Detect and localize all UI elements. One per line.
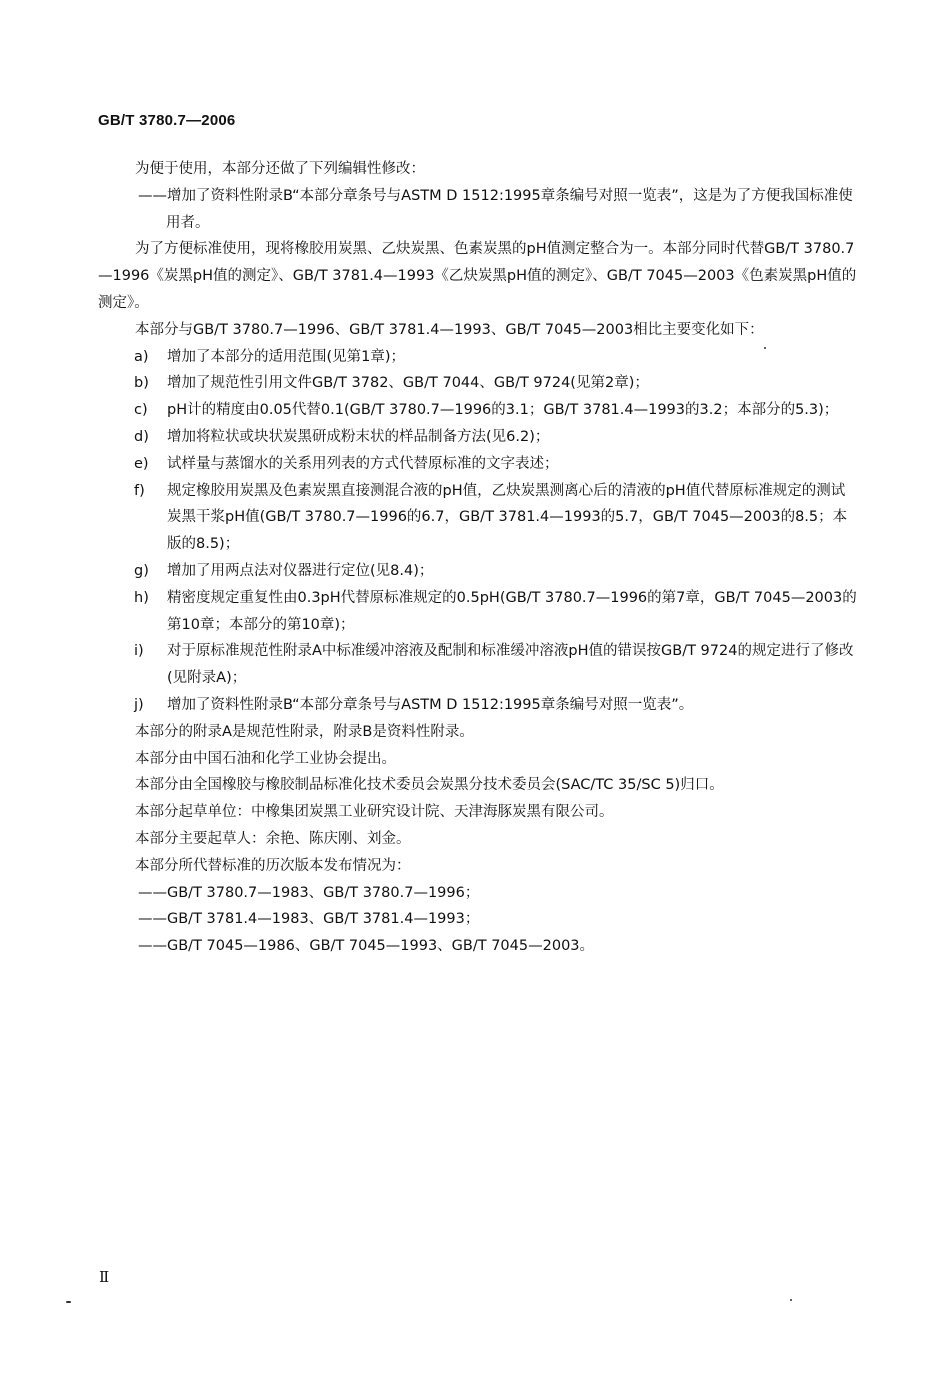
scan-speck [790,1299,792,1301]
change-item-mark: b) [134,375,149,392]
change-item [98,692,858,719]
changes-list [98,344,858,719]
change-item-text: 增加了资料性附录B“本部分章条号与ASTM D 1512:1995章条编号对照一览表”。 [167,696,694,713]
history-item: ——GB/T 3781.4—1983、GB/T 3781.4—1993； [138,911,480,928]
history-heading: 本部分所代替标准的历次版本发布情况为： [135,857,411,874]
change-item [98,397,858,424]
annex-note: 本部分的附录A是规范性附录，附录B是资料性附录。 [135,723,474,740]
history-list [98,880,858,960]
change-item-text: 精密度规定重复性由0.3pH代替原标准规定的0.5pH(GB/T 3780.7—1996的第7章，GB/T 7045—2003的第10章；本部分的第10章)； [167,589,857,633]
change-item-mark: g) [134,562,149,579]
change-item [98,344,858,371]
change-item [98,424,858,451]
change-item-text: 试样量与蒸馏水的关系用列表的方式代替原标准的文字表述； [167,455,559,472]
editorial-change-item: ——增加了资料性附录B“本部分章条号与ASTM D 1512:1995章条编号对照一览表”，这是为了方便我国标准使用者。 [138,187,853,231]
merge-statement: 为了方便标准使用，现将橡胶用炭黑、乙炔炭黑、色素炭黑的pH值测定整合为一。本部分同时代替GB/T 3780.7—1996《炭黑pH值的测定》、GB/T 3781.4—1993《乙炔炭黑pH值的测定》、GB/T 7045—2003《色素炭黑pH值的测定》。 [98,241,857,311]
change-item-mark: h) [134,589,149,606]
history-item: ——GB/T 3780.7—1983、GB/T 3780.7—1996； [138,884,480,901]
standard-code-header: GB/T 3780.7—2006 [98,112,236,129]
managed-by: 本部分由全国橡胶与橡胶制品标准化技术委员会炭黑分技术委员会(SAC/TC 35/SC 5)归口。 [135,777,724,794]
changes-heading: 本部分与GB/T 3780.7—1996、GB/T 3781.4—1993、GB/T 7045—2003相比主要变化如下： [135,321,764,338]
change-item-mark: d) [134,428,149,445]
change-item [98,370,858,397]
change-item [98,585,858,639]
change-item-text: 增加了用两点法对仪器进行定位(见8.4)； [167,562,434,579]
change-item-mark: f) [134,482,145,499]
foreword-body [98,156,858,960]
change-item [98,638,858,692]
scan-speck [66,1301,71,1303]
change-item-mark: j) [134,696,144,713]
change-item-text: pH计的精度由0.05代替0.1(GB/T 3780.7—1996的3.1；GB/T 3781.4—1993的3.2；本部分的5.3)； [167,402,839,419]
change-item-text: 规定橡胶用炭黑及色素炭黑直接测混合液的pH值，乙炔炭黑测离心后的清液的pH值代替原标准规定的测试炭黑干浆pH值(GB/T 3780.7—1996的6.7，GB/T 3781.4—1993的5.7，GB/T 7045—2003的8.5；本版的8.5)； [167,482,848,553]
change-item-text: 增加了本部分的适用范围(见第1章)； [167,348,406,365]
drafters: 本部分主要起草人：余艳、陈庆刚、刘金。 [135,830,411,847]
page-number: Ⅱ [99,1268,110,1286]
history-item: ——GB/T 7045—1986、GB/T 7045—1993、GB/T 7045—2003。 [138,938,595,955]
change-item [98,478,858,558]
change-item [98,451,858,478]
change-item-mark: i) [134,643,144,660]
change-item-mark: a) [134,348,149,365]
proposed-by: 本部分由中国石油和化学工业协会提出。 [135,750,396,767]
change-item [98,558,858,585]
change-item-text: 对于原标准规范性附录A中标准缓冲溶液及配制和标准缓冲溶液pH值的错误按GB/T 9724的规定进行了修改(见附录A)； [167,643,854,687]
change-item-text: 增加将粒状或块状炭黑研成粉末状的样品制备方法(见6.2)； [167,428,550,445]
editorial-changes-intro: 为便于使用，本部分还做了下列编辑性修改： [135,161,425,177]
scan-speck [764,347,766,349]
drafting-units: 本部分起草单位：中橡集团炭黑工业研究设计院、天津海豚炭黑有限公司。 [135,804,614,821]
change-item-text: 增加了规范性引用文件GB/T 3782、GB/T 7044、GB/T 9724(见第2章)； [167,375,649,392]
change-item-mark: c) [134,402,148,419]
change-item-mark: e) [134,455,149,472]
